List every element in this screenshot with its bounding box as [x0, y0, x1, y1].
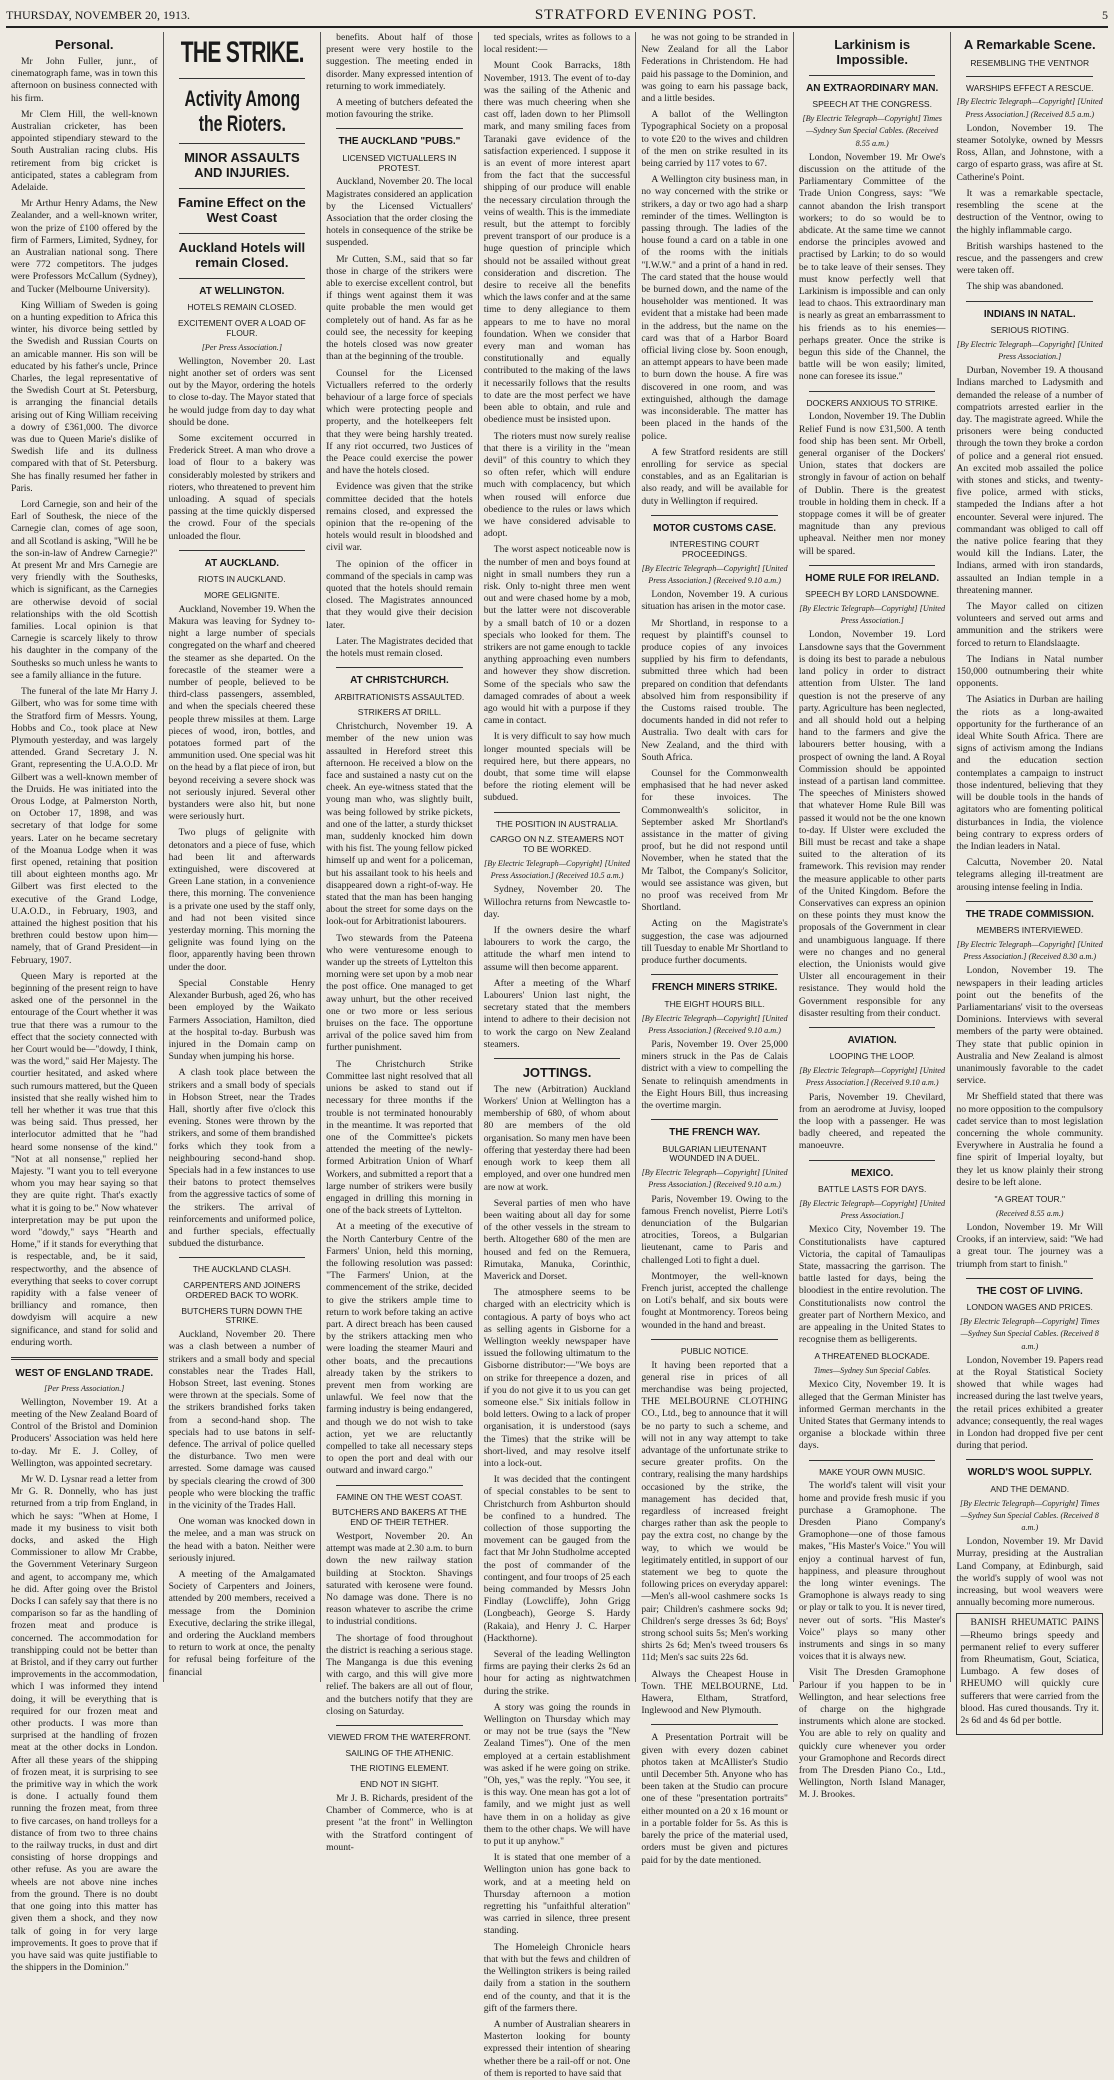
- paragraph: King William of Sweden is going on a hunting expedition to Africa this winter, his divorce being settled by the Swedish and Russian Courts on an amicable manner. His son will be educated by his father's uncle, Prince Charles, the legal representative of the Swedish Court at St. Petersburg, is arranging the financial details arising out of King William receiving a dowry of £361,000. The divorce was due to Queen Marie's dislike of Swedish life and its dullness compared with that of St. Petersburg. She has finally resumed her father in Paris.: [11, 299, 158, 494]
- paragraph: Evidence was given that the strike committee decided that the hotels remains closed, and expressed the opinion that the re-opening of the hotels would result in bloodshed and civil war.: [326, 481, 473, 554]
- issue-date: THURSDAY, NOVEMBER 20, 1913.: [6, 7, 191, 22]
- paragraph: The rioters must now surely realise that there is a virility in the "mean devil" of this country to which they so often refer, which will endure much with complacency, but which when roused will enforce due obedience to the rules or laws which we have considered advisable to adopt.: [483, 430, 631, 540]
- subheadline: Auckland Hotels will remain Closed.: [178, 239, 306, 270]
- newspaper-title: STRATFORD EVENING POST.: [534, 6, 758, 23]
- paragraph: Mr Cutten, S.M., said that so far those in charge of the strikers were able to exercise excellent control, but if things went against them it was quite probable the men would get completely out of hand. As far as he could see, the necessity for keeping the hotels closed was now greater than at the beginning of the trouble.: [326, 253, 473, 363]
- section-heading: MEXICO.: [851, 1167, 894, 1179]
- headline: Activity Among the Rioters.: [184, 85, 300, 136]
- section-subheading: BUTCHERS TURN DOWN THE STRIKE.: [181, 1305, 303, 1326]
- paragraph: he was not going to be stranded in New Zealand for all the Labor Federations in Christendom. He had paid his passage to the Dominion, and was going to earn his passage back, and a little besides.: [641, 32, 788, 105]
- paragraph: Mr Arthur Henry Adams, the New Zealander, and a well-known writer, won the prize of £100 offered by the firm of Farmers, Limited, Sydney, for an Australian national song. There were 772 competitors. The judges were Professors McCallum (Sydney), and Tucker (Melbourne University).: [11, 198, 158, 295]
- divider: [966, 901, 1093, 902]
- divider: [179, 78, 306, 79]
- paragraph: A number of Australian shearers in Masterton looking for bounty expressed their intention of shearing whether there be a rail-off or not. One of them is reported to have said that: [483, 2018, 631, 2079]
- paragraph: It was decided that the contingent of special constables to be sent to Christchurch from Ashburton should be confined to a hundred. The collection of those supporting the movement can be gauged from the fact that Mr John Studholme accepted the post of commander of the contingent, and four troops of 25 each being commanded by Messrs John Findlay (Lowcliffe), John Grigg (Longbeach), George S. Hardy (Rakaia), and Henry J. C. Harper (Hackthorne).: [483, 1474, 631, 1644]
- divider: [336, 1725, 463, 1726]
- advertisement-heading: MAKE YOUR OWN MUSIC.: [819, 1466, 926, 1477]
- paragraph: Mexico City, November 19. The Constitutionalists have captured Victoria, the capital of Tamaulipas State, massacring the garrison. The battle lasted for days, being the bloodiest in the entire revolution. The Constitutionalists now control the greater part of Northern Mexico, and are appealing in the United States to recognise them as belligerents.: [798, 1224, 946, 1346]
- divider: [179, 278, 306, 279]
- divider: [809, 1027, 936, 1028]
- divider: [11, 1357, 158, 1360]
- divider: [651, 1119, 778, 1120]
- columns: [6, 32, 1108, 2079]
- section-heading: WEST OF ENGLAND TRADE.: [15, 1368, 154, 1380]
- column-7: [951, 32, 1108, 1727]
- section-subheading: THE RIOTING ELEMENT.: [350, 1763, 449, 1774]
- section-heading: THE AUCKLAND "PUBS.": [338, 136, 461, 148]
- wire-credit: [By Electric Telegraph—Copyright] [United Press Association.] (Received 9.10 a.m.): [641, 1168, 788, 1190]
- page-number: 5: [1101, 7, 1108, 22]
- paragraph: Paris, November 19. Over 25,000 miners struck in the Pas de Calais district with a view to compelling the Senate to relinquish amendments in the Eight Hours Bill, thus increasing the overtime margin.: [641, 1038, 788, 1111]
- wire-credit: [By Electric Telegraph—Copyright] [United Press Association.]: [799, 1198, 946, 1221]
- subheadline: Famine Effect on the West Coast: [177, 194, 306, 225]
- paragraph: Mr W. D. Lysnar read a letter from Mr G. R. Donnelly, who has just returned from a trip from England, in which he says: "When at Home, I made it my business to visit both docks, and asked the High Commissioner to allow Mr Crabbe, the Government Veterinary Surgeon and agent, to accompany me, which he did. After going over the Bristol Docks I can safely say that there is no comparison so far as the handling of frozen meat and produce is concerned. The accommodation for transhipping could not be better than at Bristol, and if they carry out further improvements in the accommodation, which I was informed they intend doing, it will be everything that is required for our frozen meat and other products. I was more than surprised at the handling of frozen meat at the other docks in London. After all these years of the shipping of frozen meat, it is surprising to see the primitive way in which the work is done. I actually found them running the frozen meat, from three to five carcases, on hand trolleys for a distance of from two to three chains to the railway trucks, in dust and dirt consisting of horse droppings and other refuse. As you are aware the wheels are not above nine inches from the ground. There is no doubt that one going into this matter has given them a shock, and they now talk of going in for very large improvements. It goes to prove that if you have said was quite justifiable to the shippers in the Dominion.": [11, 1473, 158, 1974]
- section-subheading: STRIKERS AT DRILL.: [357, 707, 442, 718]
- section-heading: AT WELLINGTON.: [199, 285, 285, 297]
- divider: [651, 974, 778, 975]
- paragraph: A clash took place between the strikers and a small body of specials in Hobson Street, near the Trades Hall, shortly after five o'clock this evening. Stones were thrown by the strikers, and some of them brandished forks which they took from a neighbouring second-hand shop. Specials had in a few instances to use their batons to protect themselves from the aggressive tactics of some of the strikers. The arrival of reinforcements and uniformed police, and further specials, effectually subdued the disturbance.: [168, 1067, 316, 1250]
- paragraph: Mr J. B. Richards, president of the Chamber of Commerce, who is at present "at the front" in Wellington with the Stratford contingent of mount-: [326, 1793, 473, 1853]
- paragraph: If the owners desire the wharf labourers to work the cargo, the attitude the wharf men intend to assume will then become apparent.: [483, 924, 631, 973]
- section-subheading: SPEECH BY LORD LANSDOWNE.: [805, 589, 940, 600]
- paragraph: London, November 19. Mr David Murray, presiding at the Australian Land Company, at Edinburgh, said the world's supply of wool was not increasing, but wool weavers were annually becoming more numerous.: [956, 1536, 1104, 1609]
- paragraph: London, November 19. Mr Owe's discussion on the attitude of the Parliamentary Committee of the Trade Union Congress, says: "We cannot abandon the Irish transport workers; to do so would be to abdicate. At the same time we cannot endorse the principles avowed and practised by Larkin; to do so would be to take leave of their senses. They must know perfectly well that Larkinism is impossible and can only lead to chaos. This extraordinary man is nearly as great an embarrassment to his friends as to his enemies—perhaps greater. Once the strike is begun this side of the Channel, the battle will be won easily; limited, none can foresee its issue.": [798, 151, 946, 383]
- divider: [336, 667, 463, 668]
- divider: [336, 128, 463, 129]
- section-heading: THE TRADE COMMISSION.: [965, 908, 1094, 920]
- section-subheading: ARBITRATIONISTS ASSAULTED.: [334, 691, 465, 702]
- paragraph: Counsel for the Commonwealth emphasised that he had never asked for these invoices. The Commonwealth's solicitor, in September asked Mr Shortland's assistance in the matter of giving proof, but he did not respond until November, when he stated that the Mr Talbot, the Company's Solicitor, would see assistance was given, but no proof was received from Mr Shortland.: [641, 768, 788, 914]
- paragraph: Sydney, November 20. The Willochra returns from Newcastle to-day.: [483, 884, 631, 920]
- headline: A Remarkable Scene.: [963, 37, 1096, 52]
- section-subheading: BUTCHERS AND BAKERS AT THE END OF THEIR TETHER.: [332, 1507, 467, 1528]
- wire-credit: [By Electric Telegraph—Copyright] [United Press Association.] (Received 10.5 a.m.): [484, 858, 630, 881]
- section-heading: JOTTINGS.: [522, 1064, 592, 1080]
- wire-credit: [By Electric Telegraph—Copyright] Times—Sydney Sun Special Cables. (Received 8.55 a.m.): [802, 114, 942, 148]
- wire-credit: Times—Sydney Sun Special Cables.: [813, 1366, 931, 1376]
- section-heading: MOTOR CUSTOMS CASE.: [653, 522, 777, 534]
- paragraph: London, November 19. Mr Will Crooks, if an interview, said: "We had a great tour. The journey was a triumph from start to finish.": [956, 1222, 1104, 1270]
- paragraph: A meeting of butchers defeated the motion favouring the strike.: [326, 97, 473, 121]
- paragraph: Mount Cook Barracks, 18th November, 1913. The event of to-day was the sailing of the Athenic and there was much cheering when she cast off, laden down to her Plimsoll mark, and many smiling faces from Taranaki gave evidence of the satisfaction experienced. I suppose it is an event of more interest apart from the fact that the successful shipping of our produce will enable the necessary circulation through the veins of wealth. This is the immediate result, but the attempt to forcibly prevent transport of our produce is a huge question of principle which should not be assailed without great consideration and discretion. The desire to receive all the benefits which the laws confer and at the same time to deny allegiance to them appears to me to have no moral foundation. When we consider that every man and woman has constitutionally and equally contributed to the making of the laws it necessarily follows that the results to date are the most perfect we have been able to obtain, and rule and obedience must be insisted upon.: [483, 60, 631, 426]
- section-heading: FRENCH MINERS STRIKE.: [651, 982, 778, 994]
- divider: [179, 143, 306, 144]
- paragraph: Acting on the Magistrate's suggestion, the case was adjourned till Tuesday to enable Mr Shortland to produce further documents.: [641, 918, 788, 967]
- divider: [809, 1160, 936, 1161]
- section-heading: Personal.: [55, 37, 114, 52]
- subheadline: AN EXTRAORDINARY MAN.: [806, 82, 939, 94]
- section-subheading: MEMBERS INTERVIEWED.: [976, 925, 1084, 936]
- paragraph: Christchurch, November 19. A member of the new union was assaulted in Hereford street this afternoon. He received a blow on the face and sustained a nasty cut on the cheek. An eye-witness stated that the young man who, was slightly built, was being followed by strike pickets, and one of the latter, a sturdy thickset man, suddenly knocked him down with his fist. The young fellow picked himself up and went for a policeman, but his assailant took to his heels and disappeared down a right-of-way. He stated that the man has been hanging about the street for some days on the look-out for Arbitrationist labourers.: [326, 721, 473, 928]
- section-heading: "A GREAT TOUR.": [994, 1194, 1066, 1205]
- column-6: [794, 32, 952, 1801]
- column-3: [321, 32, 479, 1853]
- divider: [651, 515, 778, 516]
- section-subheading: RIOTS IN AUCKLAND.: [198, 574, 286, 585]
- paragraph: Montmoyer, the well-known French jurist, accepted the challenge on Loti's behalf, and six bouts were fought at Montmorency. Toreos being wounded in the hand and breast.: [641, 1270, 788, 1331]
- divider: [966, 76, 1093, 77]
- paragraph: The new (Arbitration) Auckland Workers' Union at Wellington has a membership of 680, of whom about 80 are members of the old organisation. So many men have been offering that yesterday there had been enough work to keep them all employed, and over one hundred men are now at work.: [483, 1083, 631, 1193]
- section-heading: DOCKERS ANXIOUS TO STRIKE.: [806, 397, 938, 408]
- divider: [179, 550, 306, 551]
- paragraph: Visit The Dresden Gramophone Parlour if you happen to be in Wellington, and hear selections free of charge on the highgrade instruments which alone are stocked. You are able to rely on quality and quickly cure whenever you order your Gramophone and Records direct from The Dresden Piano Co., Ltd., Wellington, North Island Manager, M. J. Brookes.: [798, 1667, 946, 1801]
- divider: [966, 301, 1093, 302]
- paragraph: London, November 19. Papers read at the Royal Statistical Society showed that while wages had increased during the last twelve years, the retail prices exhibited a greater advance; consequently, the real wages in London had dropped five per cent during that period.: [956, 1354, 1104, 1452]
- wire-credit: [By Electric Telegraph—Copyright] [United Press Association.] (Received 8.5 a.m.): [956, 97, 1103, 119]
- section-subheading: THE AUCKLAND CLASH.: [192, 1264, 291, 1275]
- paragraph: Some excitement occurred in Frederick Street. A man who drove a load of flour to a bakery was considerably molested by strikers and rioters, who threatened to prevent him unloading. A squad of specials passing at the time quickly dispersed the crowd. Four of the specials unloaded the flour.: [168, 432, 316, 542]
- divider: [809, 565, 936, 566]
- wire-credit: (Received 8.55 a.m.): [996, 1208, 1064, 1218]
- wire-credit: [By Electric Telegraph—Copyright] [United Press Association.] (Received 9.10 a.m.): [641, 563, 788, 585]
- section-subheading: LOOPING THE LOOP.: [829, 1051, 915, 1062]
- section-subheading: CARPENTERS AND JOINERS ORDERED BACK TO WORK.: [183, 1280, 301, 1300]
- divider: [651, 1339, 778, 1340]
- paragraph: The Indians in Natal number 150,000 outnumbering their white opponents.: [956, 653, 1104, 690]
- paragraph: A few Stratford residents are still enrolling for service as special constables, and as an Egalitarian is also ready, and will be available for duty in Wellington if required.: [641, 446, 788, 507]
- section-subheading: EXCITEMENT OVER A LOAD OF FLOUR.: [177, 317, 306, 338]
- masthead: [6, 4, 1108, 28]
- paragraph: British warships hastened to the rescue, and the passengers and crew were taken off.: [956, 240, 1104, 277]
- section-subheading: BATTLE LASTS FOR DAYS.: [818, 1184, 927, 1195]
- headline: Larkinism is Impossible.: [834, 37, 911, 67]
- wire-credit: [Per Press Association.]: [44, 1383, 125, 1393]
- paragraph: Later. The Magistrates decided that the hotels must remain closed.: [326, 635, 473, 659]
- paragraph: Auckland, November 20. The local Magistrates considered an application by the Licensed Victuallers' Association that the order closing the hotels in consequence of the strike be suspended.: [326, 176, 473, 249]
- paragraph: London, November 19. A curious situation has arisen in the motor case.: [641, 589, 788, 613]
- paragraph: The Homeleigh Chronicle hears that with but the fews and children of the Wellington strikers is being railed daily from a station in the southern end of the county, and that it is the gift of the farmers there.: [483, 1941, 631, 2014]
- paragraph: A Presentation Portrait will be given with every dozen cabinet photos taken at McAllister's Studio until December 5th. Anyone who has been taken at the Studio can procure one of these "presentation portraits" either mounted on a 20 x 16 mount or in a portable folder for 5s. As this is barely the price of the material used, orders must be given and pictures paid for by the date mentioned.: [641, 1732, 788, 1866]
- paragraph: Always the Cheapest House in Town. THE MELBOURNE, Ltd. Hawera, Eltham, Stratford, Inglewood and New Plymouth.: [641, 1668, 788, 1717]
- wire-credit: [By Electric Telegraph—Copyright] [United Press Association.] (Received 9.10 a.m.): [799, 1066, 946, 1088]
- paragraph: The worst aspect noticeable now is the number of men and boys found at night in small numbers they run a risk. Only to-night three men went out and were chased home by a mob, but the latter were not discoverable by a small batch of 10 or a dozen specials who looked for them. The strikers are not game enough to tackle anything approaching even numbers and however they show discretion. Some of the specials who saw the damaged comrades of about a week ago would hit with a purpose if they came in contact.: [483, 544, 631, 727]
- paragraph: Westport, November 20. An attempt was made at 2.30 a.m. to burn down the new railway station building at Stockton. Shavings saturated with kerosene were found. No damage was done. There is no reason whatever to ascribe the crime to industrial conditions.: [326, 1530, 473, 1628]
- section-subheading: AND THE DEMAND.: [990, 1483, 1070, 1494]
- paragraph: Several of the leading Wellington firms are paying their clerks 2s 6d an hour for acting as nightwatchmen during the strike.: [483, 1649, 631, 1697]
- section-heading: THE COST OF LIVING.: [976, 1285, 1083, 1297]
- wire-credit: [By Electric Telegraph—Copyright] [United Press Association.]: [956, 339, 1103, 361]
- paragraph: Several parties of men who have been waiting about all day for some of the other vessels in the stream to berth. Altogether 680 of the men are housed and fed on the Remuera, Rimutaka, Manuka, Corinthic, Maverick and Dorset.: [483, 1197, 631, 1282]
- paragraph: benefits. About half of those present were very hostile to the suggestion. The meeting ended in disorder. Many expressed intention of returning to work immediately.: [326, 32, 473, 92]
- section-subheading: CARGO ON N.Z. STEAMERS NOT TO BE WORKED.: [489, 834, 625, 855]
- section-subheading: LICENSED VICTUALLERS IN PROTEST.: [342, 152, 457, 173]
- subheadline: RESEMBLING THE VENTNOR: [970, 57, 1090, 68]
- paragraph: Special Constable Henry Alexander Burbush, aged 26, who has been employed by the Waikato Farmers Association, Hamilton, died at the hospital to-day. Burbush was injured in the Domain camp on Sunday when jumping his horse.: [168, 977, 316, 1063]
- paragraph: Counsel for the Licensed Victuallers referred to the orderly behaviour of a large force of specials which were protecting people and property, and the hotelkeepers felt that they were being harshly treated. If any riot occurred, two Justices of the Peace could exercise the power and have the hotels closed.: [326, 367, 473, 477]
- section-heading: AVIATION.: [847, 1034, 897, 1046]
- subheadline: MINOR ASSAULTS AND INJURIES.: [184, 150, 300, 181]
- paragraph: A meeting of the Amalgamated Society of Carpenters and Joiners, attended by 200 members, received a message from the Dominion Executive, declaring the strike illegal, and ordering the Auckland members to return to work at once, the penalty for refusal being forfeiture of the financial: [168, 1569, 316, 1678]
- column-2: [164, 32, 322, 1682]
- divider: [809, 1460, 936, 1461]
- paragraph: The funeral of the late Mr Harry J. Gilbert, who was for some time with the Stratford firm of Messrs. Young, Hobbs and Co., took place at New Plymouth yesterday, and was largely attended. Grand Secretary J. N. Grant, representing the U.A.O.D. Mr Gilbert was a well-known member of the Druids. He was initiated into the Orous Lodge, at Palmerston North, on October 17, 1898, and was secretary of that lodge for some years. Later on he became secretary of the Moanua Lodge when it was first opened, retaining that position till about eighteen months ago. Mr Gilbert was first elected to the executive of the Grand Lodge, U.A.O.D., in February, 1903, and attained the highest position that his brethren could bestow upon him—namely, that of Grand President—in February, 1907.: [11, 686, 158, 966]
- section-subheading: SAILING OF THE ATHENIC.: [345, 1747, 454, 1758]
- section-subheading: INTERESTING COURT PROCEEDINGS.: [669, 539, 760, 559]
- divider: [179, 233, 306, 234]
- divider: [966, 1459, 1093, 1460]
- wire-credit: [By Electric Telegraph—Copyright] Times—Sydney Sun Special Cables. (Received 8 a.m.): [959, 1498, 1100, 1532]
- wire-credit: [By Electric Telegraph—Copyright] Times—Sydney Sun Special Cables. (Received 8 a.m.): [959, 1317, 1100, 1351]
- paragraph: It was a remarkable spectacle, resembling the scene at the destruction of the Ventnor, owing to the highly inflammable cargo.: [956, 187, 1104, 236]
- paragraph: London, November 19. The steamer Sotolyke, owned by Messrs Ross, Allan, and Johnstone, with a cargo of esparto grass, was afire at St. Catherine's Point.: [956, 122, 1104, 183]
- paragraph: Mr John Fuller, junr., of cinematograph fame, was in town this afternoon on business connected with his firm.: [11, 55, 158, 104]
- paragraph: Wellington, November 20. Last night another set of orders was sent out by the Mayor, ordering the hotels to close to-day. The Mayor stated that he would judge from day to day what should be done.: [168, 355, 316, 428]
- paragraph: Auckland, November 20. There was a clash between a number of strikers and a small body and special constables near the Trades Hall, Hobson Street, last evening. Stones were thrown at the specials. Some of the strikers brandished forks taken from a second-hand shop. The specials had to use batons in self-defence. The arrival of police quelled the disturbance. Two men were arrested. Some damage was caused by specials clearing the crowd of 300 people who were blocking the traffic in the vicinity of the Trades Hall.: [168, 1329, 316, 1512]
- section-subheading: LONDON WAGES AND PRICES.: [966, 1302, 1093, 1313]
- section-subheading: BULGARIAN LIEUTENANT WOUNDED IN A DUEL.: [662, 1143, 767, 1164]
- paragraph: It is very difficult to say how much longer mounted specials will be required here, but there appears, no doubt, that some time will elapse before the rioting element will be subdued.: [483, 731, 631, 804]
- divider: [179, 1257, 306, 1258]
- section-subheading: MORE GELIGNITE.: [204, 590, 280, 601]
- advertisement: [956, 1613, 1103, 1735]
- paragraph: Wellington, November 19. At a meeting of the New Zealand Board of Control of the Bristol and Dominion Producers' Association was held here to-day. Mr E. J. Colley, of Wellington, was appointed secretary.: [11, 1396, 158, 1469]
- section-heading: HOME RULE FOR IRELAND.: [805, 572, 940, 584]
- wire-credit: [By Electric Telegraph—Copyright] [United Press Association.] (Received 9.10 a.m.): [641, 1013, 788, 1035]
- paragraph: Two stewards from the Pateena who were venturesome enough to wander up the streets of Lyttelton this morning were set upon by a mob near the post office. One managed to get away unhurt, but the other received one or two more or less serious bruises on the face. The opportune arrival of the police saved him from further punishment.: [326, 932, 473, 1054]
- paragraph: Queen Mary is reported at the beginning of the present reign to have asked one of the personnel in the entourage of the Court whether it was true that there was a rumour to the effect that the society connected with her Court would be—"dowdy, I think, was the word," said Her Majesty. The courtier hesitated, and asked where such rumours mattered, but the Queen insisted that she really wished him to tell her whether it was true that this was being said. Thus pressed, her interlocutor admitted that he "had heard some nonsense of the kind." "Not at all nonsense," replied her Majesty. "I want you to tell everyone whom you may hear saying so that they are quite right. That's exactly what it is going to be." Now whatever interpretation may be put upon the word "dowdy," says "Hearth and Home," if it stands for everything that is respectable, and, be it said, respectworthy, and the absence of everything that seeks to cover corrupt rapidity with a false veneer of brilliancy and romance, then dowdyism will acquire a new significance, and stand for solid and enduring worth.: [11, 970, 158, 1348]
- wire-credit: [By Electric Telegraph—Copyright] [United Press Association.] (Received 8.30 a.m.): [956, 939, 1103, 962]
- paragraph: Paris, November 19. Chevilard, from an aerodrome at Juvisy, looped the loop with a passenger. He was badly cheered, and repeated the manoeuvre.: [798, 1091, 946, 1152]
- paragraph: Mr Clem Hill, the well-known Australian cricketer, has been appointed stipendiary steward to the South Australian racing clubs. His retirement from big cricket is anticipated, states a cablegram from Adelaide.: [11, 108, 158, 193]
- paragraph: The world's talent will visit your home and provide fresh music if you purchase a Gramophone. The Dresden Piano Company's Gramophone—one of those famous makes, "His Master's Voice." You will enjoy a continual harvest of fun, happiness, and pleasure throughout the long winter evenings. The Gramophone is always ready to sing or play or talk to you. It is never tired, never out of sorts. "His Master's Voice" plays so many other instruments and sings in so many voices that it is always new.: [798, 1480, 946, 1663]
- section-heading: AT AUCKLAND.: [204, 557, 280, 569]
- column-4: [479, 32, 637, 2079]
- paragraph: The shortage of food throughout the district is reaching a serious stage. The Manganga is due this evening with cargo, and this will give more relief. The bakers are all out of flour, and the butchers notify that they are closing on Saturday.: [326, 1632, 473, 1717]
- section-subheading: THE EIGHT HOURS BILL.: [664, 998, 765, 1009]
- paragraph: Mexico City, November 19. It is alleged that the German Minister has informed German merchants in the United States that Germany intends to organise a blockade within three days.: [798, 1379, 946, 1452]
- divider: [651, 1724, 778, 1725]
- divider: [494, 812, 621, 813]
- divider: [494, 1058, 621, 1059]
- section-subheading: HOTELS REMAIN CLOSED.: [187, 302, 297, 313]
- paragraph: A story was going the rounds in Wellington on Thursday which may or may not be true (says the "New Zealand Times"). One of the men employed at a certain establishment was asked if he were going on strike. "Oh, yes," was the reply. "You see, it is this way. One mean has got a lot of family, and we might just as well have them in on a holiday as give them to the other chaps. We will have to put it up anyhow.": [483, 1701, 631, 1848]
- paragraph: One woman was knocked down in the melee, and a man was struck on the head with a baton. Neither were seriously injured.: [168, 1516, 316, 1564]
- headline: THE STRIKE.: [180, 36, 304, 69]
- divider: [336, 1485, 463, 1486]
- section-heading: THE FRENCH WAY.: [669, 1127, 760, 1139]
- section-heading: FAMINE ON THE WEST COAST.: [336, 1491, 463, 1502]
- column-1: [6, 32, 164, 1974]
- section-heading: WORLD'S WOOL SUPPLY.: [967, 1467, 1092, 1479]
- paragraph: At a meeting of the executive of the North Canterbury Centre of the Farmers' Union, held this morning, the following resolution was passed: "The Farmers' Union, at the commencement of the strike, decided to give the strikers ample time to return to work before taking an active part. A direct breach has been caused by the strikers attacking men who were loading the steamer Mauri and other boats, and the precautions already taken by the strikers to prevent men from working are unlawful. We feel now that the farming industry is being endangered, and though we do not wish to take action, yet we are reluctantly compelled to take all necessary steps to open the port and deal with our outward and inward cargo.": [326, 1221, 473, 1477]
- section-heading: PUBLIC NOTICE.: [680, 1345, 749, 1356]
- paragraph: London, November 19. The Dublin Relief Fund is now £31,500. A tenth food ship has been sent. Mr Orbell, general organiser of the Dockers' Union, states that dockers are strongly in favour of action on behalf of Dublin. There is the greatest trouble in holding them in check. If a stoppage comes it will be of greater magnitude than any previous upheaval. Neither men nor money will be spared.: [798, 411, 946, 557]
- paragraph: Mr Shortland, in response to a request by plaintiff's counsel to produce copies of any invoices supplied by his firm to defendants, submitted three which had been prepared on condition that defendants absolved him from responsibility if the Customs raised trouble. The documents handed in did not refer to Australia. Two dealt with cars for New Zealand, and the third with South Africa.: [641, 617, 788, 763]
- paragraph: It having been reported that a general rise in prices of all merchandise was being projected, THE MELBOURNE CLOTHING CO., Ltd., beg to announce that it will be no party to such a scheme, and will not in any way attempt to take advantage of the unfortunate strike to secure greater profits. On the contrary, realising the many hardships occasioned by the strike, the management has decided that, regardless of increased freight charges rather than ask the people to pay the extra cost, no change by the way, to which we would be legitimately entitled, in support of our statement we beg to quote the following prices on everyday apparel:—Men's all-wool cashmere socks 1s pair; Children's cashmere socks 9d; Children's serge dresses 3s 6d; Boys' strong school suits 5s; Men's working shirts 2s 6d; Men's tweed trousers 6s 11d; Men's sac suits 22s 6d.: [641, 1359, 788, 1664]
- paragraph: Calcutta, November 20. Natal telegrams alleging ill-treatment are arousing intense feeling in India.: [956, 857, 1104, 893]
- paragraph: The Christchurch Strike Committee last night resolved that all unions be asked to stand out if necessary for three months if the trouble is not terminated honourably in the meantime. It was reported that one of the Committee's pickets attended the meeting of the newly-formed Arbitration Union of Wharf Workers, and submitted a report that a large number of strikers were busily engaged in drilling this morning in one of the back streets of Lyttelton.: [326, 1058, 473, 1217]
- paragraph: ted specials, writes as follows to a local resident:—: [483, 32, 631, 56]
- divider: [809, 391, 936, 392]
- advertisement-text: BANISH RHEUMATIC PAINS—Rheumo brings speedy and permanent relief to every sufferer from Rheumatism, Gout, Sciatica, Lumbago. A few doses of RHEUMO will quickly cure sufferers that were carried from the blood. Has cured thousands. Try it. 2s 6d and 4s 6d per bottle.: [960, 1617, 1100, 1727]
- paragraph: Paris, November 19. Owing to the famous French novelist, Pierre Loti's denunciation of the Bulgarian atrocities, Toreos, a Bulgarian lieutenant, came to Paris and challenged Loti to fight a duel.: [641, 1193, 788, 1266]
- divider: [179, 188, 306, 189]
- section-subheading: SPEECH AT THE CONGRESS.: [812, 99, 932, 110]
- section-heading: AT CHRISTCHURCH.: [350, 675, 449, 687]
- paragraph: A ballot of the Wellington Typographical Society on a proposal to vote £20 to the wives and children of the men on strike resulted in its being carried by 117 votes to 67.: [641, 109, 788, 170]
- column-5: [636, 32, 794, 1866]
- paragraph: The ship was abandoned.: [966, 281, 1064, 293]
- paragraph: The Mayor called on citizen volunteers and served out arms and ammunition and the strikers were forced to return to Elandslaagte.: [956, 601, 1104, 649]
- paragraph: After a meeting of the Wharf Labourers' Union last night, the secretary stated that the members intend to adhere to their decision not to work the cargo on New Zealand steamers.: [483, 977, 631, 1050]
- paragraph: A Wellington city business man, in no way concerned with the strike or strikers, a day or two ago had a sharp reminder of the times. Wellington is passing through. The ladies of the house found a card on a table in one of the rooms with the initials "I.W.W." and a print of a hand in red. The card stated that the house would be burned down, and the name of the householder was mentioned. It was evident that a mistake had been made in the address, but the name on the card was that of a Harbor Board official living close by. Soon enough, an attempt appears to have been made to burn down the house. A fire was discovered in one room, and was extinguished, although the damage was inconsiderable. The matter has been placed in the hands of the police.: [641, 174, 788, 442]
- section-heading: A THREATENED BLOCKADE.: [814, 1351, 930, 1362]
- section-subheading: END NOT IN SIGHT.: [360, 1779, 439, 1790]
- paragraph: Mr Sheffield stated that there was no more opposition to the compulsory cadet service than to most legislation concerning the whole community. Everywhere in Australia he found a fine spirit of Imperial loyalty, but they let us know plainly their strong desire to be left alone.: [956, 1091, 1104, 1188]
- paragraph: London, November 19. Lord Lansdowne says that the Government is doing its best to parade a nebulous land policy in order to distract attention from Ulster. The land question is not the preserve of any party. Agriculture has been neglected, and all should hold out a helping hand to the farmers and give the labourers better housing, with a prospect of owning the land. A Royal Commission should be appointed instead of a partisan land committee. The speeches of Ministers showed that whatever Home Rule Bill was passed it would not be the one known to-day. If Ulster were excluded the Bill must be recast and take a shape suited to the alteration of its framework. This revision may render the measure applicable to other parts of the United Kingdom. Before the Conservatives can express an opinion on these points they must know the proposals of the Government in clear and unambiguous language. If there were no changes and no general election, the Unionists would give Ulster all encouragement in their resistance. They would hold the Government responsible for any disaster resulting from their conduct.: [798, 629, 946, 1019]
- paragraph: The opinion of the officer in command of the specials in camp was quoted that the hotels should remain closed. The Magistrates announced that they would give their decision later.: [326, 558, 473, 631]
- divider: [966, 1278, 1093, 1279]
- section-heading: INDIANS IN NATAL.: [983, 308, 1076, 320]
- section-subheading: WARSHIPS EFFECT A RESCUE.: [965, 82, 1094, 93]
- paragraph: The atmosphere seems to be charged with an electricity which is contagious. A party of boys who act as selling agents in Gisborne for a Wellington weekly newspaper have issued the following ultimatum to the Gisborne distributor:—"We boys are on strike for threepence a dozen, and if you do not give it to us you can get someone else." Six initials follow in bold letters. Owing to a lack of proper organisation, it is understood (says the Times) that the strike will be short-lived, and may resolve itself into a lock-out.: [483, 1287, 631, 1469]
- paragraph: Lord Carnegie, son and heir of the Earl of Southesk, the niece of the Carnegie clan, comes of age soon, and all Scotland is asking, "Will he be the son-in-law of Andrew Carnegie?" At present Mr and Mrs Carnegie are very friendly with the Southesks, which is significant, as the Carnegies are otherwise devoid of social relationships with the old Scottish families. Local opinion is that Carnegie is scarcely likely to throw his daughter in the company of the Southesks so much unless he wants to see a family alliance in the future.: [11, 499, 158, 681]
- divider: [809, 75, 936, 76]
- wire-credit: [By Electric Telegraph—Copyright] [United Press Association.]: [799, 604, 946, 626]
- paragraph: Auckland, November 19. When the Makura was leaving for Sydney to-night a large number of specials congregated on the wharf and cheered the steamer as she departed. On the forecastle of the steamer were a number of people, believed to be third-class passengers, assembled, and when the specials cheered these people threw missiles at them. Large pieces of wood, iron, bottles, and potatoes formed part of the ammunition used. One special was hit on the head by a flat piece of iron, but beyond receiving a severe shock was not seriously injured. Several other bystanders were also hit, but none were seriously hurt.: [168, 603, 316, 823]
- section-heading: THE POSITION IN AUSTRALIA.: [495, 818, 619, 829]
- section-heading: VIEWED FROM THE WATERFRONT.: [327, 1731, 471, 1742]
- paragraph: It is stated that one member of a Wellington union has gone back to work, and at a meeting held on Thursday afternoon a motion regretting his "unfaithful alteration" was carried in silence, three present standing.: [483, 1852, 631, 1937]
- section-subheading: SERIOUS RIOTING.: [990, 325, 1069, 336]
- wire-credit: [Per Press Association.]: [201, 342, 283, 352]
- paragraph: London, November 19. The newspapers in their leading articles point out the benefits of the Parliamentarians' visit to the overseas Dominions. Interviews with several members of the party were obtained. They state that public opinion in Australia and New Zealand is almost unanimously favorable to the cadet service.: [956, 965, 1104, 1087]
- paragraph: Durban, November 19. A thousand Indians marched to Ladysmith and demanded the release of a number of compatriots arrested earlier in the day. The magistrate agreed. While the prisoners were being conducted through the town they broke a cordon of police and a general riot ensued. An excited mob assailed the police with stones and sticks, and twenty-five police, armed with sticks, stampeded the Indians after a hot encounter. Several were injured. The commandant was obliged to call off the native police fearing that they would kill the Indians. Later, the Indians, armed with iron standards, assaulted an Indian temple in a threatening manner.: [956, 365, 1104, 596]
- paragraph: The Asiatics in Durban are hailing the riots as a long-awaited opportunity for the furtherance of an ideal White South Africa. There are signs of activism among the Indians and the education section contemplates a campaign to instruct those indentured, believing that they will be double tools in the hands of agitators who are fomenting political disturbances in India, the violence being contrary to express orders of the Indian leaders in Natal.: [956, 694, 1104, 852]
- paragraph: Two plugs of gelignite with detonators and a piece of fuse, which had been lit and afterwards extinguished, were discovered at Green Lane station, in a convenience there, this morning. The convenience is a private one used by the staff only, and had not been visited since yesterday morning. This morning the gelignite was found lying on the floor, apparently having been thrown under the door.: [168, 827, 316, 973]
